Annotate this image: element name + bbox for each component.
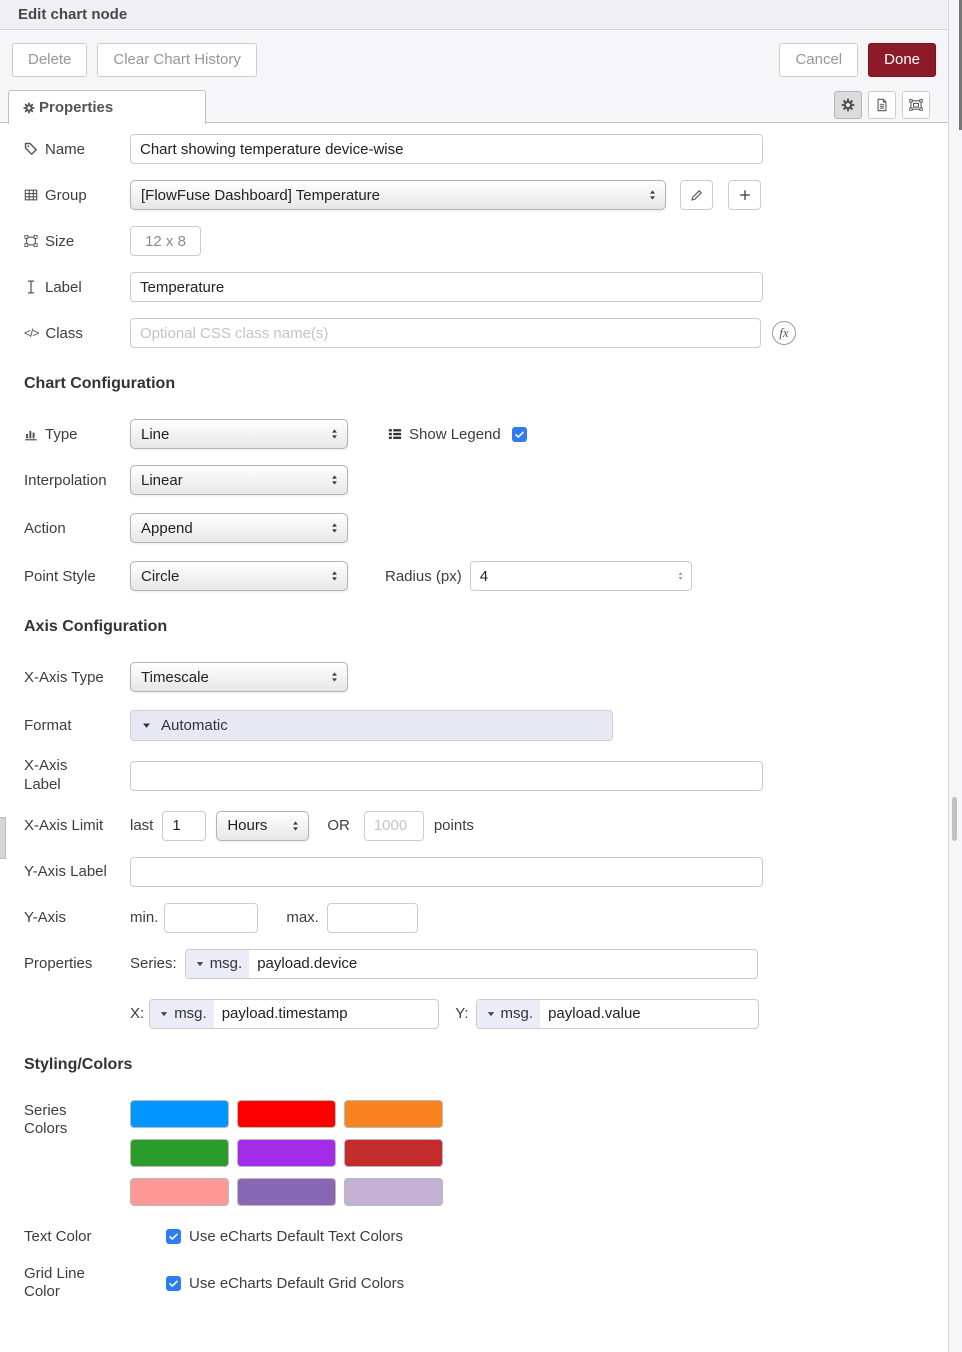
group-row [24, 180, 948, 210]
grid-color-checkbox[interactable] [166, 1276, 181, 1291]
x-axis-type-label: X-Axis Type [24, 668, 104, 686]
x-axis-label-input[interactable] [130, 761, 763, 791]
type-select[interactable] [130, 419, 348, 449]
y-axis-label-input[interactable] [130, 857, 763, 887]
y-typed-input[interactable] [476, 999, 759, 1029]
caret-down-icon [195, 959, 205, 969]
radius-input[interactable] [470, 561, 692, 591]
size-label: Size [45, 232, 75, 250]
properties-form [0, 123, 948, 1352]
format-row [24, 710, 948, 741]
action-label: Action [24, 519, 66, 537]
select-arrows-icon [329, 569, 340, 583]
tab-properties-label: Properties [39, 99, 114, 116]
interpolation-row [24, 465, 948, 495]
point-style-label: Point Style [24, 567, 96, 585]
interpolation-select[interactable] [130, 465, 348, 495]
tag-icon [24, 142, 38, 156]
tab-icon-buttons [834, 91, 930, 119]
x-typed-input[interactable] [149, 999, 439, 1029]
group-label: Group [45, 186, 87, 204]
tab-bar [0, 88, 948, 123]
properties-label: Properties [24, 955, 93, 972]
x-axis-limit-label: X-Axis Limit [24, 817, 104, 834]
fx-expression-button[interactable]: fx [772, 321, 796, 345]
series-label: Series: [130, 955, 177, 972]
chart-configuration-heading: Chart Configuration [24, 375, 176, 392]
format-dropdown-value: Automatic [161, 717, 228, 734]
x-axis-label-label: X-Axis Label [24, 757, 68, 793]
show-legend-group [388, 426, 527, 443]
number-spinner-icon[interactable] [676, 569, 685, 583]
limit-last-input[interactable] [162, 811, 206, 841]
class-input[interactable] [130, 318, 761, 348]
text-color-checkbox[interactable] [166, 1229, 181, 1244]
show-legend-checkbox[interactable] [512, 427, 527, 442]
check-icon [168, 1231, 179, 1242]
y-property-label: Y: [455, 1005, 469, 1022]
name-input[interactable] [130, 134, 763, 164]
x-axis-type-select-value: Timescale [141, 668, 209, 686]
tab-properties[interactable] [8, 90, 206, 124]
dialog-title: Edit chart node [18, 6, 128, 23]
caret-down-icon [159, 1009, 169, 1019]
select-arrows-icon [329, 473, 340, 487]
properties-view-button[interactable] [834, 91, 862, 119]
y-axis-label-label: Y-Axis Label [24, 863, 107, 880]
x-axis-label-row [24, 757, 948, 795]
action-row [24, 513, 948, 543]
series-color-swatches [130, 1100, 443, 1206]
radius-input-wrap [470, 561, 692, 591]
type-select-value: Line [141, 425, 170, 443]
group-select[interactable] [130, 180, 666, 210]
class-label: Class [45, 324, 83, 342]
point-style-select[interactable] [130, 561, 348, 591]
select-arrows-icon [290, 819, 301, 833]
name-row [24, 134, 948, 164]
points-label: points [433, 817, 474, 834]
class-row [24, 318, 948, 348]
series-color-swatch[interactable] [237, 1139, 336, 1167]
label-label: Label [45, 278, 82, 296]
typed-input-type-button[interactable] [186, 950, 250, 978]
series-color-swatch[interactable] [344, 1139, 443, 1167]
select-arrows-icon [329, 670, 340, 684]
series-color-swatch[interactable] [237, 1178, 336, 1206]
limit-unit-select[interactable] [216, 811, 309, 841]
x-property-label: X: [130, 1005, 145, 1022]
gear-icon [841, 98, 855, 112]
limit-unit-select-value: Hours [227, 817, 268, 834]
y-axis-label-row [24, 857, 948, 887]
text-color-label: Text Color [24, 1227, 92, 1245]
select-arrows-icon [647, 188, 658, 202]
max-label: max. [286, 909, 319, 926]
series-color-swatch[interactable] [130, 1139, 229, 1167]
series-color-swatch[interactable] [130, 1178, 229, 1206]
name-label: Name [45, 140, 86, 158]
x-axis-type-row [24, 662, 948, 692]
action-select[interactable] [130, 513, 348, 543]
typed-input-prefix: msg. [209, 955, 243, 972]
or-label: OR [327, 817, 350, 834]
series-color-swatch[interactable] [237, 1100, 336, 1128]
y-min-input[interactable] [164, 903, 258, 933]
text-cursor-icon [24, 280, 38, 294]
sidebar-resize-handle[interactable] [0, 817, 6, 859]
pencil-icon [690, 188, 704, 202]
gear-icon [23, 102, 35, 114]
radius-label: Radius (px) [385, 567, 462, 585]
interpolation-select-value: Linear [141, 471, 183, 489]
type-label: Type [45, 425, 78, 443]
bar-chart-icon [24, 427, 38, 441]
series-colors-row [24, 1100, 948, 1206]
x-axis-limit-row [24, 811, 948, 841]
interpolation-label: Interpolation [24, 471, 107, 489]
point-style-row [24, 561, 948, 591]
axis-configuration-heading: Axis Configuration [24, 618, 168, 635]
delete-button[interactable]: Delete [12, 43, 87, 77]
y-axis-label: Y-Axis [24, 909, 66, 926]
series-property-row [24, 949, 948, 979]
scrollbar-thumb[interactable] [952, 797, 957, 841]
dialog-header [0, 0, 948, 30]
size-button[interactable]: 12 x 8 [130, 226, 201, 256]
group-select-value: [FlowFuse Dashboard] Temperature [141, 186, 381, 204]
edit-group-button[interactable] [680, 180, 713, 210]
object-group-icon [909, 98, 923, 112]
action-select-value: Append [141, 519, 193, 537]
x-axis-type-select[interactable] [130, 662, 348, 692]
grid-color-checkbox-label: Use eCharts Default Grid Colors [189, 1274, 405, 1292]
label-input[interactable] [130, 272, 763, 302]
text-color-row [24, 1228, 948, 1245]
series-typed-input[interactable] [185, 949, 758, 979]
point-style-select-value: Circle [141, 567, 180, 585]
label-row [24, 272, 948, 302]
description-view-button[interactable] [868, 91, 896, 119]
appearance-view-button[interactable] [902, 91, 930, 119]
scrollbar-track[interactable] [948, 0, 962, 1352]
typed-input-type-button[interactable] [150, 1000, 214, 1028]
add-group-button[interactable] [728, 180, 761, 210]
series-value: payload.device [257, 955, 358, 972]
styling-colors-heading: Styling/Colors [24, 1055, 133, 1073]
x-property-value: payload.timestamp [221, 1005, 348, 1022]
grid-line-color-label: Grid Line Color [24, 1264, 85, 1301]
document-icon [875, 98, 889, 112]
limit-points-input[interactable] [364, 811, 424, 841]
cancel-button[interactable]: Cancel [779, 43, 858, 77]
y-property-value: payload.value [548, 1005, 641, 1022]
select-arrows-icon [329, 521, 340, 535]
select-arrows-icon [329, 427, 340, 441]
show-legend-label: Show Legend [409, 425, 501, 443]
list-icon [388, 427, 402, 441]
table-icon [24, 188, 38, 202]
y-axis-range-row [24, 903, 948, 933]
size-row [24, 226, 948, 256]
type-row [24, 419, 948, 449]
last-label: last [130, 817, 154, 834]
series-color-swatch[interactable] [130, 1100, 229, 1128]
clear-chart-history-button[interactable]: Clear Chart History [97, 43, 257, 77]
check-icon [168, 1278, 179, 1289]
check-icon [514, 429, 525, 440]
series-color-swatch[interactable] [344, 1178, 443, 1206]
series-color-swatch[interactable] [344, 1100, 443, 1128]
format-dropdown[interactable] [130, 710, 613, 741]
caret-down-icon [141, 720, 152, 731]
code-icon: </> [24, 326, 39, 340]
text-color-checkbox-label: Use eCharts Default Text Colors [189, 1227, 403, 1245]
typed-input-type-button[interactable] [477, 1000, 541, 1028]
typed-input-prefix: msg. [500, 1005, 534, 1022]
series-colors-label: Series Colors [24, 1101, 68, 1138]
dialog-toolbar [0, 31, 948, 88]
typed-input-prefix: msg. [174, 1005, 207, 1022]
object-group-icon [24, 234, 38, 248]
y-max-input[interactable] [327, 903, 418, 933]
plus-icon [738, 188, 752, 202]
done-button[interactable]: Done [868, 43, 936, 77]
xy-property-row [24, 999, 948, 1029]
grid-line-color-row [24, 1265, 948, 1303]
format-label: Format [24, 717, 72, 734]
min-label: min. [130, 909, 159, 926]
caret-down-icon [486, 1009, 496, 1019]
